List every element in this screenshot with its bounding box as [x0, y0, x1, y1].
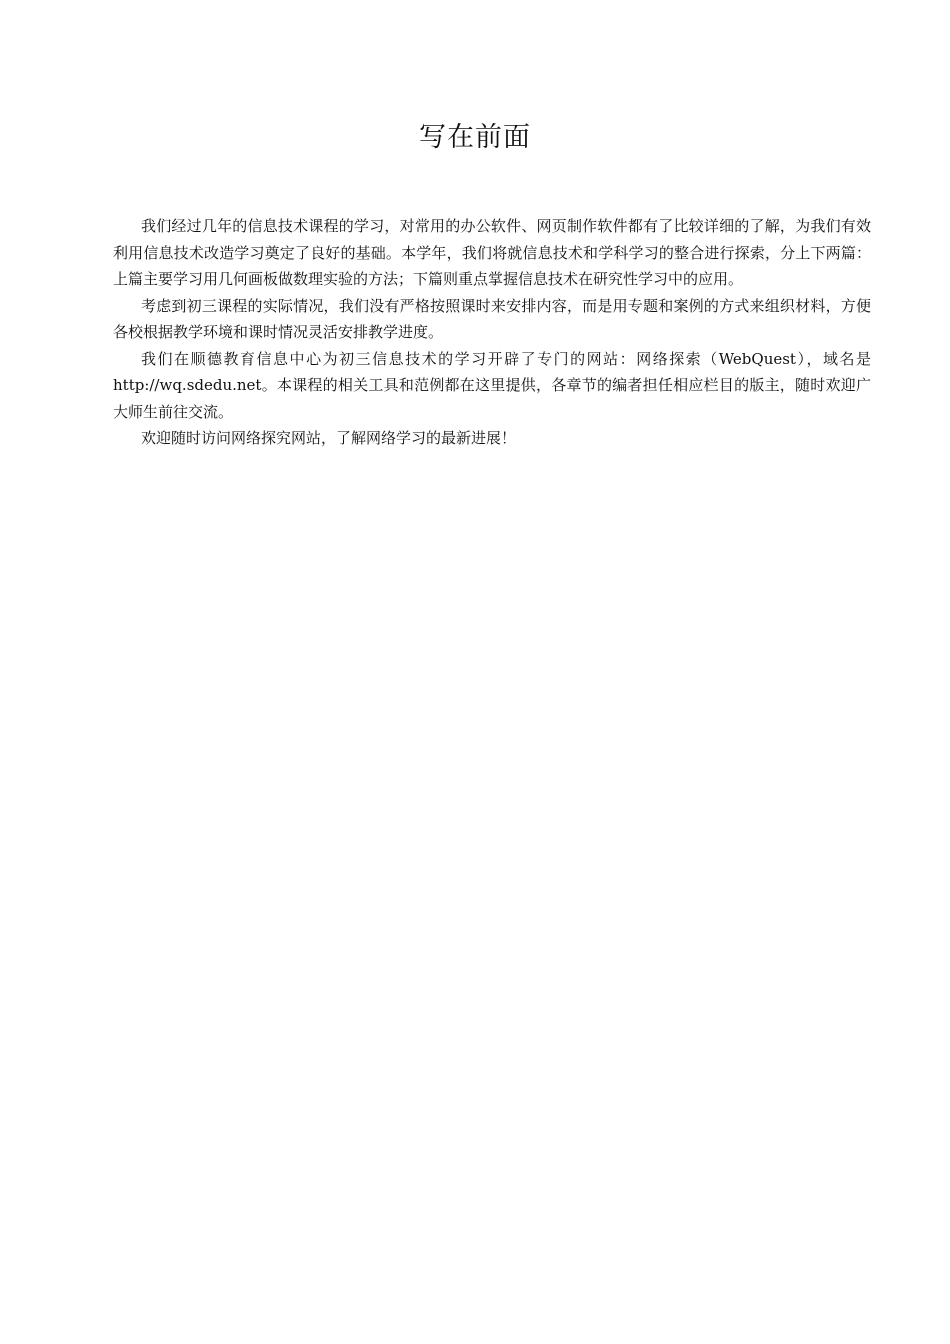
paragraph-3: 我们在顺德教育信息中心为初三信息技术的学习开辟了专门的网站：网络探索（WebQuest），域名是 http://wq.sdedu.net。本课程的相关工具和范例都在这里提供，各章节的编者担任相应栏目的版主，随时欢迎广大师生前往交流。	[113, 349, 871, 421]
page-title: 写在前面	[419, 122, 531, 153]
paragraph-1: 我们经过几年的信息技术课程的学习，对常用的办公软件、网页制作软件都有了比较详细的了解，为我们有效利用信息技术改造学习奠定了良好的基础。本学年，我们将就信息技术和学科学习的整合进行探索，分上下两篇：上篇主要学习用几何画板做数理实验的方法；下篇则重点掌握信息技术在研究性学习中的应用。	[113, 217, 871, 288]
paragraph-4: 欢迎随时访问网络探究网站，了解网络学习的最新进展！	[141, 429, 517, 447]
paragraph-2: 考虑到初三课程的实际情况，我们没有严格按照课时来安排内容，而是用专题和案例的方式来组织材料，方便各校根据教学环境和课时情况灵活安排教学进度。	[113, 296, 871, 341]
body-text	[113, 213, 871, 452]
